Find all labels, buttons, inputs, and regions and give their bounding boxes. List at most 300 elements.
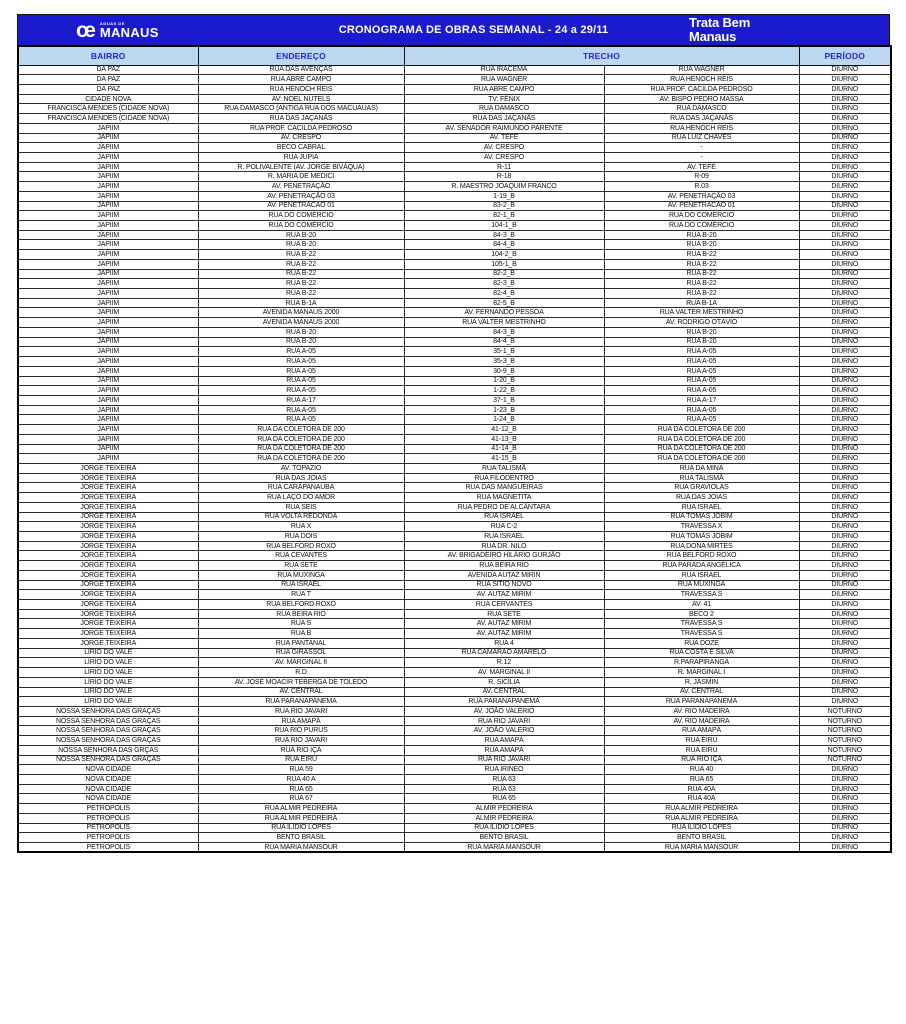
trecho-end-cell: RUA ISRAEL <box>604 502 799 512</box>
schedule-table <box>17 45 892 853</box>
trecho-end-cell: R.PARAPIRANGA <box>604 658 799 668</box>
endereco-cell: AV. PENETRAÇÃO <box>198 182 404 192</box>
trecho-start-cell: ALMIR PEDREIRA <box>404 813 604 823</box>
periodo-cell: DIURNO <box>799 152 891 162</box>
bairro-cell: LÍRIO DO VALE <box>18 687 198 697</box>
trecho-start-cell: 35-3_B <box>404 357 604 367</box>
table-row <box>18 104 891 114</box>
trecho-start-cell: AV. TEFÉ <box>404 133 604 143</box>
table-row <box>18 619 891 629</box>
bairro-cell: JAPIIM <box>18 425 198 435</box>
trecho-end-cell: RUA DA COLETORA DE 200 <box>604 454 799 464</box>
bairro-cell: JORGE TEIXEIRA <box>18 629 198 639</box>
table-row <box>18 434 891 444</box>
endereco-cell: RUA B-20 <box>198 230 404 240</box>
bairro-cell: JORGE TEIXEIRA <box>18 561 198 571</box>
periodo-cell: DIURNO <box>799 823 891 833</box>
trecho-end-cell: RUA TALISMÃ <box>604 473 799 483</box>
periodo-cell: DIURNO <box>799 833 891 843</box>
bairro-cell: JAPIIM <box>18 347 198 357</box>
endereco-cell: RUA B-22 <box>198 289 404 299</box>
bairro-cell: JAPIIM <box>18 221 198 231</box>
bairro-cell: NOVA CIDADE <box>18 765 198 775</box>
bairro-cell: JAPIIM <box>18 308 198 318</box>
trecho-end-cell: RUA DONA MIRTES <box>604 541 799 551</box>
endereco-cell: RUA A-05 <box>198 376 404 386</box>
trecho-end-cell: RUA A-05 <box>604 415 799 425</box>
bairro-cell: NOVA CIDADE <box>18 794 198 804</box>
endereco-cell: RUA PANTANAL <box>198 638 404 648</box>
trecho-start-cell: 84-4_B <box>404 337 604 347</box>
periodo-cell: NOTURNO <box>799 706 891 716</box>
table-row <box>18 123 891 133</box>
endereco-cell: RUA DAS AVENÇAS <box>198 65 404 75</box>
bairro-cell: PETROPÓLIS <box>18 804 198 814</box>
periodo-cell: DIURNO <box>799 687 891 697</box>
endereco-cell: RUA A-05 <box>198 366 404 376</box>
periodo-cell: DIURNO <box>799 570 891 580</box>
endereco-cell: RUA AMAPÁ <box>198 716 404 726</box>
table-row <box>18 308 891 318</box>
table-row <box>18 697 891 707</box>
table-row <box>18 716 891 726</box>
table-row <box>18 541 891 551</box>
endereco-cell: RUA 67 <box>198 794 404 804</box>
table-row <box>18 376 891 386</box>
table-row <box>18 259 891 269</box>
periodo-cell: DIURNO <box>799 648 891 658</box>
periodo-cell: DIURNO <box>799 104 891 114</box>
endereco-cell: RUA B-20 <box>198 337 404 347</box>
periodo-cell: NOTURNO <box>799 726 891 736</box>
endereco-cell: RUA A-17 <box>198 395 404 405</box>
trecho-end-cell: RUA PARANAPANEMA <box>604 697 799 707</box>
bairro-cell: JAPIIM <box>18 395 198 405</box>
bairro-cell: NOSSA SENHORA DAS GRAÇAS <box>18 736 198 746</box>
table-row <box>18 638 891 648</box>
trecho-end-cell: RUA B-20 <box>604 230 799 240</box>
table-row <box>18 444 891 454</box>
trecho-start-cell: 104-2_B <box>404 250 604 260</box>
trecho-start-cell: 105-1_B <box>404 259 604 269</box>
endereco-cell: RUA B-1A <box>198 298 404 308</box>
periodo-cell: DIURNO <box>799 697 891 707</box>
table-row <box>18 250 891 260</box>
endereco-cell: RUA B-20 <box>198 327 404 337</box>
trecho-start-cell: RUA PEDRO DE ALCÂNTARA <box>404 502 604 512</box>
periodo-cell: DIURNO <box>799 259 891 269</box>
trecho-start-cell: RUA AMAPÁ <box>404 736 604 746</box>
table-row <box>18 532 891 542</box>
trecho-start-cell: RUA ILÍDIO LOPES <box>404 823 604 833</box>
bairro-cell: FRANCISCA MENDES (CIDADE NOVA) <box>18 114 198 124</box>
trecho-start-cell: AV. MARGINAL II <box>404 668 604 678</box>
endereco-cell: RUA B-20 <box>198 240 404 250</box>
periodo-cell: DIURNO <box>799 658 891 668</box>
trecho-end-cell: TRAVESSA X <box>604 522 799 532</box>
table-row <box>18 736 891 746</box>
trecho-end-cell: RUA DA COLETORA DE 200 <box>604 425 799 435</box>
table-row <box>18 765 891 775</box>
trecho-end-cell: RUA HENOCH REIS <box>604 123 799 133</box>
periodo-cell: DIURNO <box>799 405 891 415</box>
table-row <box>18 473 891 483</box>
trecho-end-cell: BECO 2 <box>604 609 799 619</box>
trecho-start-cell: R-11 <box>404 162 604 172</box>
endereco-cell: R.D <box>198 668 404 678</box>
endereco-cell: RUA B-22 <box>198 269 404 279</box>
periodo-cell: DIURNO <box>799 172 891 182</box>
table-row <box>18 629 891 639</box>
trecho-start-cell: RUA PARANAPANEMA <box>404 697 604 707</box>
bairro-cell: JORGE TEIXEIRA <box>18 473 198 483</box>
endereco-cell: RUA A-05 <box>198 357 404 367</box>
periodo-cell: DIURNO <box>799 230 891 240</box>
endereco-cell: RUA DOIS <box>198 532 404 542</box>
trecho-start-cell: AV. AUTAZ MIRIM <box>404 619 604 629</box>
endereco-cell: RUA DA COLETORA DE 200 <box>198 444 404 454</box>
table-row <box>18 609 891 619</box>
bairro-cell: JORGE TEIXEIRA <box>18 609 198 619</box>
trecho-start-cell: AV. SENADOR RAIMUNDO PARENTE <box>404 123 604 133</box>
table-row <box>18 395 891 405</box>
endereco-cell: RUA A-05 <box>198 415 404 425</box>
trecho-start-cell: 84-3_B <box>404 327 604 337</box>
trecho-start-cell: 84-3_B <box>404 230 604 240</box>
column-header-periodo: PERÍODO <box>799 46 891 65</box>
trecho-start-cell: R.12 <box>404 658 604 668</box>
bairro-cell: JORGE TEIXEIRA <box>18 502 198 512</box>
trecho-end-cell: TRAVESSA S <box>604 629 799 639</box>
trecho-start-cell: R-18 <box>404 172 604 182</box>
trecho-end-cell: R. MARGINAL I <box>604 668 799 678</box>
endereco-cell: AV. MARGINAL II <box>198 658 404 668</box>
periodo-cell: DIURNO <box>799 415 891 425</box>
trecho-end-cell: TRAVESSA S <box>604 590 799 600</box>
trecho-start-cell: RUA SÍTIO NOVO <box>404 580 604 590</box>
table-row <box>18 570 891 580</box>
table-header <box>18 46 891 65</box>
endereco-cell: RUA 40 A <box>198 774 404 784</box>
bairro-cell: NOSSA SENHORA DAS GRÇAS <box>18 745 198 755</box>
trecho-end-cell: RUA 40 <box>604 765 799 775</box>
bairro-cell: JORGE TEIXEIRA <box>18 512 198 522</box>
trecho-start-cell: R. SICÍLIA <box>404 677 604 687</box>
table-row <box>18 386 891 396</box>
endereco-cell: RUA ISRAEL <box>198 580 404 590</box>
periodo-cell: DIURNO <box>799 668 891 678</box>
endereco-cell: RUA DO COMÉRCIO <box>198 221 404 231</box>
trecho-end-cell: RUA EIRÚ <box>604 736 799 746</box>
trecho-start-cell: 35-1_B <box>404 347 604 357</box>
table-row <box>18 804 891 814</box>
endereco-cell: R. POLIVALENTE (AV. JORGE BIVÁQUA) <box>198 162 404 172</box>
trecho-start-cell: ALMIR PEDREIRA <box>404 804 604 814</box>
column-header-row <box>18 46 891 65</box>
trecho-end-cell: RUA B-20 <box>604 240 799 250</box>
periodo-cell: DIURNO <box>799 619 891 629</box>
trecho-end-cell: RUA A-17 <box>604 395 799 405</box>
periodo-cell: DIURNO <box>799 590 891 600</box>
periodo-cell: DIURNO <box>799 211 891 221</box>
endereco-cell: RUA DAS JAÇANÃS <box>198 114 404 124</box>
trecho-end-cell: - <box>604 143 799 153</box>
trecho-start-cell: BENTO BRASIL <box>404 833 604 843</box>
endereco-cell: RUA X <box>198 522 404 532</box>
bairro-cell: JORGE TEIXEIRA <box>18 483 198 493</box>
table-row <box>18 211 891 221</box>
table-row <box>18 357 891 367</box>
endereco-cell: RUA A-05 <box>198 386 404 396</box>
trecho-end-cell: RUA TOMÁS JOBIM <box>604 512 799 522</box>
bairro-cell: NOSSA SENHORA DAS GRAÇAS <box>18 755 198 765</box>
endereco-cell: RUA ABRE CAMPO <box>198 75 404 85</box>
trecho-end-cell: AV. RIO MADEIRA <box>604 706 799 716</box>
bairro-cell: JAPIIM <box>18 182 198 192</box>
bairro-cell: JAPIIM <box>18 211 198 221</box>
table-row <box>18 483 891 493</box>
table-row <box>18 774 891 784</box>
periodo-cell: DIURNO <box>799 425 891 435</box>
periodo-cell: DIURNO <box>799 162 891 172</box>
table-row <box>18 318 891 328</box>
periodo-cell: DIURNO <box>799 182 891 192</box>
endereco-cell: RUA DA COLETORA DE 200 <box>198 425 404 435</box>
trecho-start-cell: RUA AMAPÁ <box>404 745 604 755</box>
endereco-cell: RUA A-05 <box>198 405 404 415</box>
aguas-de-manaus-logo <box>18 20 258 41</box>
trecho-end-cell: AV. PENETRACAO 01 <box>604 201 799 211</box>
trecho-end-cell: RUA DOZE <box>604 638 799 648</box>
trecho-start-cell: RUA ISRAEL <box>404 532 604 542</box>
trecho-start-cell: RUA 63 <box>404 774 604 784</box>
table-row <box>18 94 891 104</box>
trecho-start-cell: 41-12_B <box>404 425 604 435</box>
bairro-cell: JAPIIM <box>18 289 198 299</box>
periodo-cell: DIURNO <box>799 357 891 367</box>
table-row <box>18 813 891 823</box>
table-row <box>18 590 891 600</box>
bairro-cell: PETROPÓLIS <box>18 823 198 833</box>
bairro-cell: JORGE TEIXEIRA <box>18 570 198 580</box>
bairro-cell: NOSSA SENHORA DAS GRAÇAS <box>18 716 198 726</box>
periodo-cell: DIURNO <box>799 240 891 250</box>
bairro-cell: PETROPÓLIS <box>18 813 198 823</box>
periodo-cell: DIURNO <box>799 250 891 260</box>
endereco-cell: RUA EIRÚ <box>198 755 404 765</box>
endereco-cell: RUA MARIA MANSOUR <box>198 843 404 853</box>
trecho-start-cell: 41-13_B <box>404 434 604 444</box>
endereco-cell: RUA RIO JAVARI <box>198 736 404 746</box>
endereco-cell: RUA GIRASSOL <box>198 648 404 658</box>
table-row <box>18 75 891 85</box>
endereco-cell: AVENIDA MANAUS 2000 <box>198 318 404 328</box>
trecho-start-cell: RUA ISRAEL <box>404 512 604 522</box>
bairro-cell: JAPIIM <box>18 162 198 172</box>
table-row <box>18 493 891 503</box>
trecho-end-cell: RUA A-05 <box>604 347 799 357</box>
endereco-cell: RUA B-22 <box>198 259 404 269</box>
trecho-start-cell: RUA WAGNER <box>404 75 604 85</box>
periodo-cell: DIURNO <box>799 376 891 386</box>
periodo-cell: DIURNO <box>799 502 891 512</box>
trecho-end-cell: AV. RIO MADEIRA <box>604 716 799 726</box>
trecho-end-cell: RUA RIO IÇÁ <box>604 755 799 765</box>
trecho-end-cell: RUA WAGNER <box>604 65 799 75</box>
bairro-cell: PETROPÓLIS <box>18 833 198 843</box>
endereco-cell: RUA JUPIÁ <box>198 152 404 162</box>
bairro-cell: JORGE TEIXEIRA <box>18 463 198 473</box>
table-row <box>18 114 891 124</box>
trecho-end-cell: RUA EIRÚ <box>604 745 799 755</box>
trecho-start-cell: AV. BRIGADEIRO HILÁRIO GURJÃO <box>404 551 604 561</box>
endereco-cell: RUA ILÍDIO LOPES <box>198 823 404 833</box>
trecho-start-cell: RUA CAMARÃO AMARELO <box>404 648 604 658</box>
bairro-cell: NOSSA SENHORA DAS GRAÇAS <box>18 706 198 716</box>
bairro-cell: JAPIIM <box>18 366 198 376</box>
trecho-start-cell: 82-4_B <box>404 289 604 299</box>
trecho-end-cell: RUA 65 <box>604 774 799 784</box>
table-row <box>18 201 891 211</box>
table-row <box>18 833 891 843</box>
table-row <box>18 794 891 804</box>
bairro-cell: JORGE TEIXEIRA <box>18 580 198 590</box>
periodo-cell: DIURNO <box>799 65 891 75</box>
table-row <box>18 755 891 765</box>
trecho-end-cell: RUA DAMASCO <box>604 104 799 114</box>
periodo-cell: DIURNO <box>799 561 891 571</box>
periodo-cell: NOTURNO <box>799 736 891 746</box>
trecho-end-cell: R.03 <box>604 182 799 192</box>
periodo-cell: DIURNO <box>799 813 891 823</box>
bairro-cell: JAPIIM <box>18 434 198 444</box>
periodo-cell: DIURNO <box>799 347 891 357</box>
bairro-cell: JAPIIM <box>18 172 198 182</box>
table-row <box>18 133 891 143</box>
endereco-cell: RUA SEIS <box>198 502 404 512</box>
bairro-cell: JAPIIM <box>18 376 198 386</box>
schedule-body <box>18 65 891 852</box>
bairro-cell: JAPIIM <box>18 133 198 143</box>
table-row <box>18 172 891 182</box>
column-header-trecho: TRECHO <box>404 46 799 65</box>
trecho-end-cell: RUA AMAPÁ <box>604 726 799 736</box>
endereco-cell: RUA PROF. CACILDA PEDROSO <box>198 123 404 133</box>
bairro-cell: LÍRIO DO VALE <box>18 697 198 707</box>
trecho-start-cell: AVENIDA AUTAZ MIRIN <box>404 570 604 580</box>
trecho-end-cell: RUA B-20 <box>604 337 799 347</box>
table-row <box>18 289 891 299</box>
periodo-cell: DIURNO <box>799 463 891 473</box>
endereco-cell: BENTO BRASIL <box>198 833 404 843</box>
trecho-start-cell: AV. JOÃO VALÉRIO <box>404 706 604 716</box>
bairro-cell: JORGE TEIXEIRA <box>18 532 198 542</box>
trecho-start-cell: RUA C-2 <box>404 522 604 532</box>
bairro-cell: JAPIIM <box>18 201 198 211</box>
endereco-cell: AV. CRESPO <box>198 133 404 143</box>
column-header-endereco: ENDEREÇO <box>198 46 404 65</box>
trecho-start-cell: RUA DAS JAÇANÃS <box>404 114 604 124</box>
periodo-cell: DIURNO <box>799 318 891 328</box>
bairro-cell: JORGE TEIXEIRA <box>18 541 198 551</box>
periodo-cell: DIURNO <box>799 289 891 299</box>
bairro-cell: JAPIIM <box>18 454 198 464</box>
table-row <box>18 230 891 240</box>
bairro-cell: JAPIIM <box>18 269 198 279</box>
endereco-cell: AV. PENETRAÇÃO 03 <box>198 191 404 201</box>
logo-name: MANAUS <box>99 24 159 40</box>
trecho-start-cell: RUA DAS MANGUEIRAS <box>404 483 604 493</box>
bairro-cell: JAPIIM <box>18 444 198 454</box>
trecho-end-cell: AV. RODRIGO OTÁVIO <box>604 318 799 328</box>
trecho-start-cell: AV. CRESPO <box>404 152 604 162</box>
bairro-cell: FRANCISCA MENDES (CIDADE NOVA) <box>18 104 198 114</box>
table-row <box>18 522 891 532</box>
table-row <box>18 327 891 337</box>
periodo-cell: DIURNO <box>799 75 891 85</box>
endereco-cell: RUA CEVANTES <box>198 551 404 561</box>
trecho-end-cell: RUA A-05 <box>604 357 799 367</box>
periodo-cell: DIURNO <box>799 512 891 522</box>
trecho-end-cell: RUA A-05 <box>604 366 799 376</box>
trecho-start-cell: RUA MAGNETITA <box>404 493 604 503</box>
periodo-cell: DIURNO <box>799 444 891 454</box>
bairro-cell: PETROPÓLIS <box>18 843 198 853</box>
trecho-start-cell: RUA CERVANTES <box>404 600 604 610</box>
endereco-cell: RUA 65 <box>198 784 404 794</box>
endereco-cell: RUA A-05 <box>198 347 404 357</box>
trecho-end-cell: RUA ALMIR PEDREIRA <box>604 804 799 814</box>
endereco-cell: AV. CENTRAL <box>198 687 404 697</box>
trecho-end-cell: RUA ALMIR PEDREIRA <box>604 813 799 823</box>
endereco-cell: RUA B <box>198 629 404 639</box>
bairro-cell: JAPIIM <box>18 415 198 425</box>
periodo-cell: DIURNO <box>799 609 891 619</box>
trecho-end-cell: RUA PARADA ANGÉLICA <box>604 561 799 571</box>
bairro-cell: DA PAZ <box>18 75 198 85</box>
document-title: CRONOGRAMA DE OBRAS SEMANAL - 24 a 29/11 <box>338 24 609 36</box>
endereco-cell: AV. TOPAZIO <box>198 463 404 473</box>
bairro-cell: DA PAZ <box>18 65 198 75</box>
table-row <box>18 668 891 678</box>
table-row <box>18 687 891 697</box>
periodo-cell: DIURNO <box>799 143 891 153</box>
trecho-start-cell: 83-2_B <box>404 201 604 211</box>
table-row <box>18 347 891 357</box>
endereco-cell: RUA CARAPANAUBA <box>198 483 404 493</box>
table-row <box>18 580 891 590</box>
trecho-start-cell: RUA 4 <box>404 638 604 648</box>
trecho-end-cell: R. JASMIN <box>604 677 799 687</box>
table-row <box>18 454 891 464</box>
periodo-cell: DIURNO <box>799 191 891 201</box>
trecho-end-cell: R-09 <box>604 172 799 182</box>
endereco-cell: AVENIDA MANAUS 2000 <box>198 308 404 318</box>
periodo-cell: DIURNO <box>799 337 891 347</box>
periodo-cell: DIURNO <box>799 532 891 542</box>
trecho-start-cell: RUA MARIA MANSOUR <box>404 843 604 853</box>
periodo-cell: DIURNO <box>799 804 891 814</box>
periodo-cell: NOTURNO <box>799 745 891 755</box>
table-row <box>18 745 891 755</box>
bairro-cell: JAPIIM <box>18 298 198 308</box>
bairro-cell: NOSSA SENHORA DAS GRAÇAS <box>18 726 198 736</box>
trecho-start-cell: AV. JOÃO VALÉRIO <box>404 726 604 736</box>
trecho-start-cell: RUA RIO JAVARI <box>404 716 604 726</box>
trecho-end-cell: AV. 41 <box>604 600 799 610</box>
trecho-end-cell: RUA ISRAEL <box>604 570 799 580</box>
trecho-end-cell: RUA 40A <box>604 784 799 794</box>
